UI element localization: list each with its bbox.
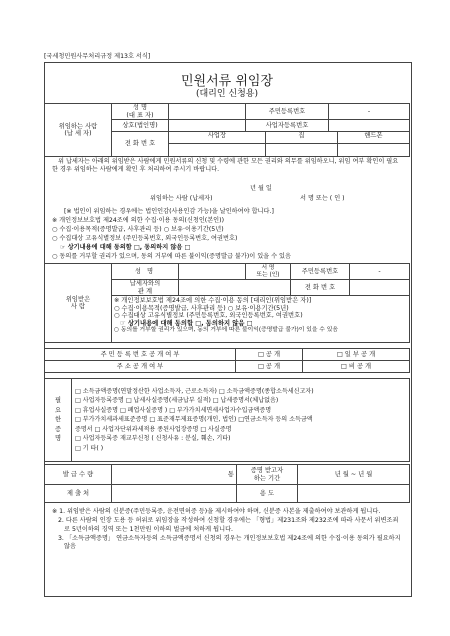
rrn-partial-checkbox[interactable]: □ 일 부 공 개	[303, 349, 410, 361]
issue-qty-unit[interactable]: 통	[112, 465, 237, 485]
delegator-mobile-label: 핸드폰	[338, 132, 409, 144]
certs-section-label: 필 요 한 증 명	[45, 379, 72, 462]
delegate-privacy-title: ※ 개인정보보호법 제24조에 의한 수집·이용 동의 [대리인(위임받은 자)]	[114, 297, 312, 305]
form-subtitle: (대리인 신청용)	[195, 89, 259, 99]
delegator-section-label: 위임하는 사람 (납 세 자)	[45, 104, 112, 157]
cert-row-5[interactable]: 증명서 □ 사업자단위과세적용 종된사업장증명 □ 사실증명	[75, 425, 232, 433]
delegate-name-label: 성 명	[112, 264, 179, 280]
form-title: 민원서류 위임장	[180, 74, 274, 89]
delegate-table	[44, 263, 410, 343]
delegator-table	[44, 103, 410, 157]
delegate-relation-label: 납세자와의 관 계	[112, 280, 179, 296]
delegate-privacy-item-1: ○ 수집·이용목적(증명발급, 사후관리 등) ○ 보유·이용기간(5년)	[114, 304, 289, 312]
delegate-section-label: 위임받은 사 람	[45, 264, 112, 343]
delegator-addr-phone[interactable]	[169, 144, 265, 156]
submit-to-value[interactable]	[112, 485, 237, 503]
use-label: 용 도	[237, 485, 298, 503]
delegator-biz-name-value[interactable]	[169, 120, 246, 132]
addr-open-checkbox[interactable]: □ 공 개	[236, 361, 303, 373]
delegate-rrn-label: 주민등록번호	[291, 264, 350, 280]
delegator-rrn-value[interactable]: -	[329, 104, 410, 120]
addr-closed-checkbox[interactable]: □ 비 공 개	[303, 361, 410, 373]
issue-period-value[interactable]: 년 월 ~ 년 월	[298, 465, 410, 485]
delegator-biz-name-label: 상호(법인명)	[112, 120, 169, 132]
issue-table	[44, 464, 410, 503]
note-2: 2. 다른 사람의 인장 도용 등 허위로 위임장을 작성하여 신청할 경우에는 「형법」제231조와 제232조에 따라 사문서 위변조죄로 5년이하의 징역 또는 1천만원 이하의 벌금에 처하게 됩니다.	[58, 517, 399, 533]
rrn-disclosure-label: 주 민 등 록 번 호 공 개 여 부	[45, 349, 236, 361]
delegator-sign-label: 위임하는 사람 (납세자)	[150, 195, 213, 202]
privacy-item-2: ○ 수집대상 고유식별정보 (주민등록번호, 외국인등록번호, 여권번호)	[52, 235, 238, 242]
delegator-home-label: 집	[266, 132, 337, 144]
delegator-rrn-label: 주민등록번호	[246, 104, 329, 120]
delegator-biz-no-label: 사업자등록번호	[246, 120, 329, 132]
delegator-consent-line[interactable]: ☞ 상기내용에 대해 동의함 □, 동의하지 않음 □	[60, 244, 191, 251]
note-3: 3. 「소득금액증명」 연금소득자등의 소득금액증명서 신청의 경우는 개인정보보호법 제24조에 의한 수집·이용 동의가 필요하지 않음	[58, 535, 401, 551]
delegate-name-value[interactable]	[179, 264, 246, 280]
delegator-home-phone[interactable]	[266, 144, 337, 156]
date-line: 년 월 일	[250, 185, 272, 192]
rrn-open-checkbox[interactable]: □ 공 개	[236, 349, 303, 361]
cert-row-4[interactable]: □ 부가가치세과세표준증명 □ 표준재무제표증명(개인, 법인) □연금소득자 등의 소득금액	[75, 416, 313, 424]
submit-to-label: 제 출 처	[45, 485, 112, 503]
delegator-name-label: 성 명 (대 표 자)	[112, 104, 169, 120]
delegator-phone-label: 전 화 번 호	[112, 132, 169, 157]
notes-section	[52, 508, 404, 552]
delegation-paragraph: 위 납세자는 아래의 위임받은 사람에게 민원서류의 신청 및 수령에 관한 모든 권리와 의무를 위임하오니, 위임 여부 확인이 필요한 경우 위임하는 사람에게 확인 후 처리하여 주시기 바랍니다.	[52, 158, 399, 173]
delegator-refuse-note: ○ 동의를 거부할 권리가 있으며, 동의 거부에 따른 불이익(증명발급 불가)이 있을 수 있음	[52, 253, 292, 260]
cert-row-6[interactable]: □ 사업자등록증 재교부신청 ( 신청사유 : 분실, 훼손, 기타)	[75, 435, 231, 443]
delegate-phone-value[interactable]	[350, 280, 410, 296]
certificates-table	[44, 378, 410, 462]
cert-row-1[interactable]: □ 소득금액증명(연말정산한 사업소득자, 근로소득자) □ 소득금액증명(종합소득세신고자)	[75, 387, 314, 395]
cert-row-3[interactable]: □ 휴업사실증명 □ 폐업사실증명 ) □ 부가가치세면세사업자수입금액증명	[75, 406, 272, 414]
note-1: ※ 1. 위임받은 사람의 신분증(주민등록증, 운전면허증 등)을 제시하여야 하며, 신분증 사본을 제출하여야 보관하게 됩니다.	[52, 508, 381, 515]
delegator-mobile-phone[interactable]	[338, 144, 409, 156]
privacy-item-1: ○ 수집·이용목적(증명발급, 사후관리 등) ○ 보유·이용기간(5년)	[52, 226, 224, 233]
issue-qty-label: 발 급 수 량	[45, 465, 112, 485]
corp-seal-note: [※ 법인이 위임하는 경우에는 법인인감(사용인감 가능)을 날인하여야 합니다.]	[64, 208, 274, 215]
privacy-title: ※ 개인정보보호법 제24조에 의한 수집·이용 동의(신청인(본인))	[52, 217, 224, 224]
cert-row-7[interactable]: □ 기 타( )	[75, 444, 104, 452]
delegate-rrn-value[interactable]: -	[350, 264, 410, 280]
issue-period-label: 증명 받고자 하는 기간	[237, 465, 298, 485]
cert-row-2[interactable]: □ 사업자등록증명 □ 납세사실증명(세금납부 실적) □ 납세증명서(체납없음)	[75, 397, 279, 405]
delegate-relation-value[interactable]	[179, 280, 291, 296]
delegator-sign-field[interactable]: 서 명 또는 ( 인 )	[300, 195, 345, 202]
use-value[interactable]	[298, 485, 410, 503]
delegator-biz-no-value[interactable]	[329, 120, 410, 132]
addr-disclosure-label: 주 소 공 개 여 부	[45, 361, 236, 373]
delegate-privacy-item-2: ○ 수집대상 고유식별정보 (주민등록번호, 외국인등록번호, 여권번호)	[114, 312, 303, 320]
form-reference: [국세청민원사무처리규정 제13호 서식]	[44, 53, 151, 60]
delegate-sign-label: 서 명 또는 (인)	[246, 264, 291, 280]
delegate-consent-line[interactable]: ☞ 상기내용에 대해 동의함 □, 동의하지 않음 □	[120, 319, 253, 327]
delegator-name-value[interactable]	[169, 104, 246, 120]
delegator-addr-label: 사업장	[169, 132, 265, 144]
disclosure-table	[44, 348, 410, 373]
delegate-refuse-note: ○ 동의를 거부할 권리가 있으며, 동의 거부에 따른 불이익(증명발급 불가)이 있을 수 있음	[114, 327, 338, 334]
delegate-phone-label: 전 화 번 호	[291, 280, 350, 296]
